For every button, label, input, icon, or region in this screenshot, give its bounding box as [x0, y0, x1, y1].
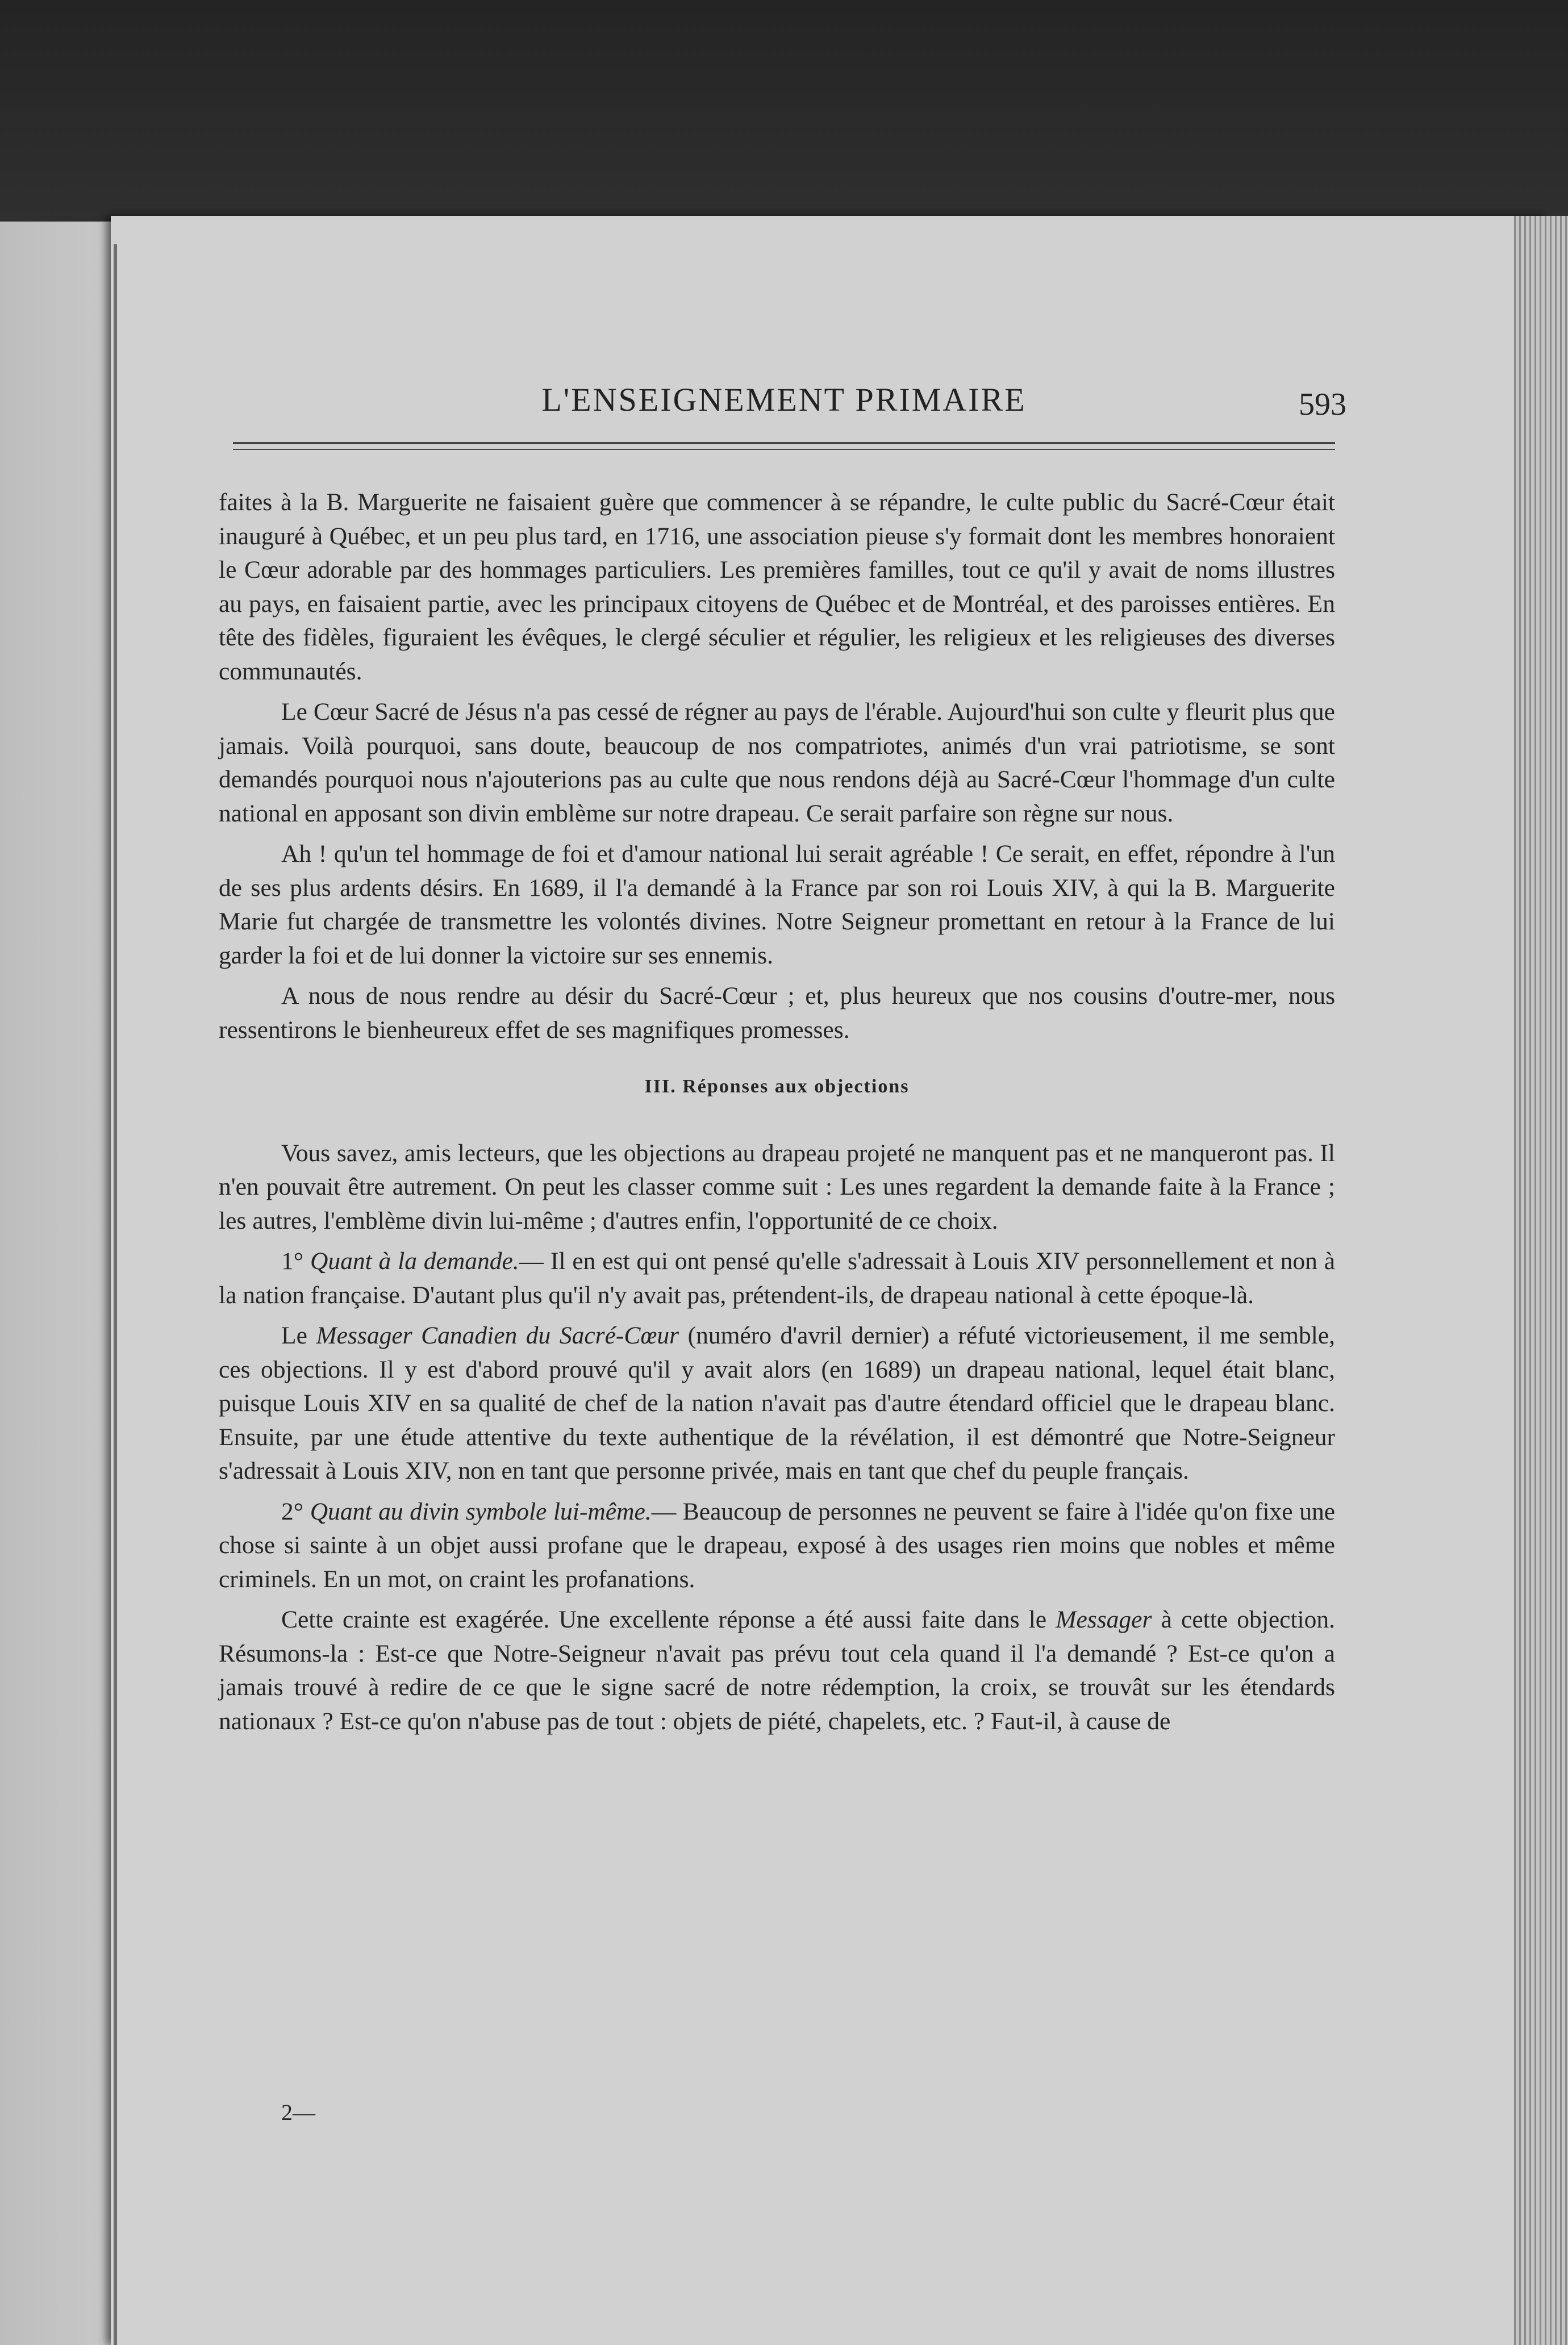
item-number: 1°: [281, 1247, 304, 1275]
paragraph-text: — Il en est qui ont pensé qu'elle s'adressait à Louis XIV personnellement et non à la nation française. D'autant plus qu'il n'y avait pas, prétendent-ils, de drapeau national à cette époque-là.: [219, 1247, 1335, 1309]
italic-lead: Quant au divin symbole lui-même.: [310, 1497, 652, 1525]
body-text: [219, 486, 1335, 1745]
paragraph-text: (numéro d'avril dernier) a réfuté victorieusement, il me semble, ces objections. Il y est d'abord prouvé qu'il y avait alors (en 1689) un drapeau national, lequel était blanc, puisque Louis XIV en sa qualité de chef de la nation n'avait pas d'autre étendard officiel que le drapeau blanc. Ensuite, par une étude attentive du texte authentique de la révélation, il est démontré que Notre-Seigneur s'adressait à Louis XIV, non en tant que personne privée, mais en tant que chef du peuple français.: [219, 1322, 1336, 1484]
paragraph: Ah ! qu'un tel hommage de foi et d'amour national lui serait agréable ! Ce serait, en effet, répondre à l'un de ses plus ardents désirs. En 1689, il l'a demandé à la France par son roi Louis XIV, à qui la B. Marguerite Marie fut chargée de transmettre les volontés divines. Notre Seigneur promettant en retour à la France de lui garder la foi et de lui donner la victoire sur ses ennemis.: [219, 840, 1335, 969]
item-number: 2°: [281, 1497, 304, 1525]
paragraph: Le Cœur Sacré de Jésus n'a pas cessé de régner au pays de l'érable. Aujourd'hui son culte y fleurit plus que jamais. Voilà pourquoi, sans doute, beaucoup de nos compatriotes, animés d'un vrai patriotisme, se sont demandés pourquoi nous n'ajouterions pas au culte que nous rendons déjà au Sacré-Cœur l'hommage d'un culte national en apposant son divin emblème sur notre drapeau. Ce serait parfaire son règne sur nous.: [219, 698, 1335, 827]
paragraph-text: à cette objection. Résumons-la : Est-ce que Notre-Seigneur n'avait pas prévu tout cela quand il l'a demandé ? Est-ce qu'on a jamais trouvé à redire de ce que le signe sacré de notre rédemption, la croix, se trouvât sur les étendards nationaux ? Est-ce qu'on n'abuse pas de tout : objets de piété, chapelets, etc. ? Faut-il, à cause de: [219, 1606, 1336, 1735]
paragraph-text: Le: [281, 1322, 307, 1349]
journal-title: Messager: [1056, 1606, 1152, 1633]
paragraph: [219, 1603, 1335, 1738]
italic-lead: Quant à la demande.: [310, 1247, 519, 1275]
paragraph-text: — Beaucoup de personnes ne peuvent se faire à l'idée qu'on fixe une chose si sainte à un objet aussi profane que le drapeau, exposé à des usages rien moins que nobles et même criminels. En un mot, on craint les profanations.: [219, 1497, 1336, 1593]
scan-background: [0, 0, 1568, 239]
paragraph: [219, 1495, 1335, 1597]
paragraph: A nous de nous rendre au désir du Sacré-Cœur ; et, plus heureux que nos cousins d'outre-mer, nous ressentirons le bienheureux effet de ses magnifiques promesses.: [219, 982, 1335, 1044]
previous-page-edge: [0, 222, 122, 2345]
journal-title: Messager Canadien du Sacré-Cœur: [316, 1322, 679, 1349]
page-edges: [1514, 216, 1568, 2345]
page-fold: [114, 244, 117, 2345]
header-rule-thin: [233, 449, 1335, 450]
paragraph: faites à la B. Marguerite ne faisaient guère que commencer à se répandre, le culte public du Sacré-Cœur était inauguré à Québec, et un peu plus tard, en 1716, une association pieuse s'y formait dont les membres honoraient le Cœur adorable par des hommages particuliers. Les premières familles, tout ce qu'il y avait de noms illustres au pays, en faisaient partie, avec les principaux citoyens de Québec et de Montréal, et des paroisses entières. En tête des fidèles, figuraient les évêques, le clergé séculier et régulier, les religieux et les religieuses des diverses communautés.: [219, 489, 1335, 685]
paragraph: Vous savez, amis lecteurs, que les objections au drapeau projeté ne manquent pas et ne manqueront pas. Il n'en pouvait être autrement. On peut les classer comme suit : Les unes regardent la demande faite à la France ; les autres, l'emblème divin lui-même ; d'autres enfin, l'opportunité de ce choix.: [219, 1139, 1335, 1234]
header-rule: [233, 442, 1335, 444]
running-header: L'ENSEIGNEMENT PRIMAIRE: [541, 381, 1027, 418]
paragraph-text: Cette crainte est exagérée. Une excellente réponse a été aussi faite dans le: [281, 1606, 1047, 1633]
signature-mark: 2—: [281, 2100, 315, 2125]
paragraph: [219, 1319, 1335, 1488]
paragraph: [219, 1245, 1335, 1312]
page-number: 593: [1299, 387, 1346, 422]
section-heading: III. Réponses aux objections: [644, 1076, 910, 1097]
